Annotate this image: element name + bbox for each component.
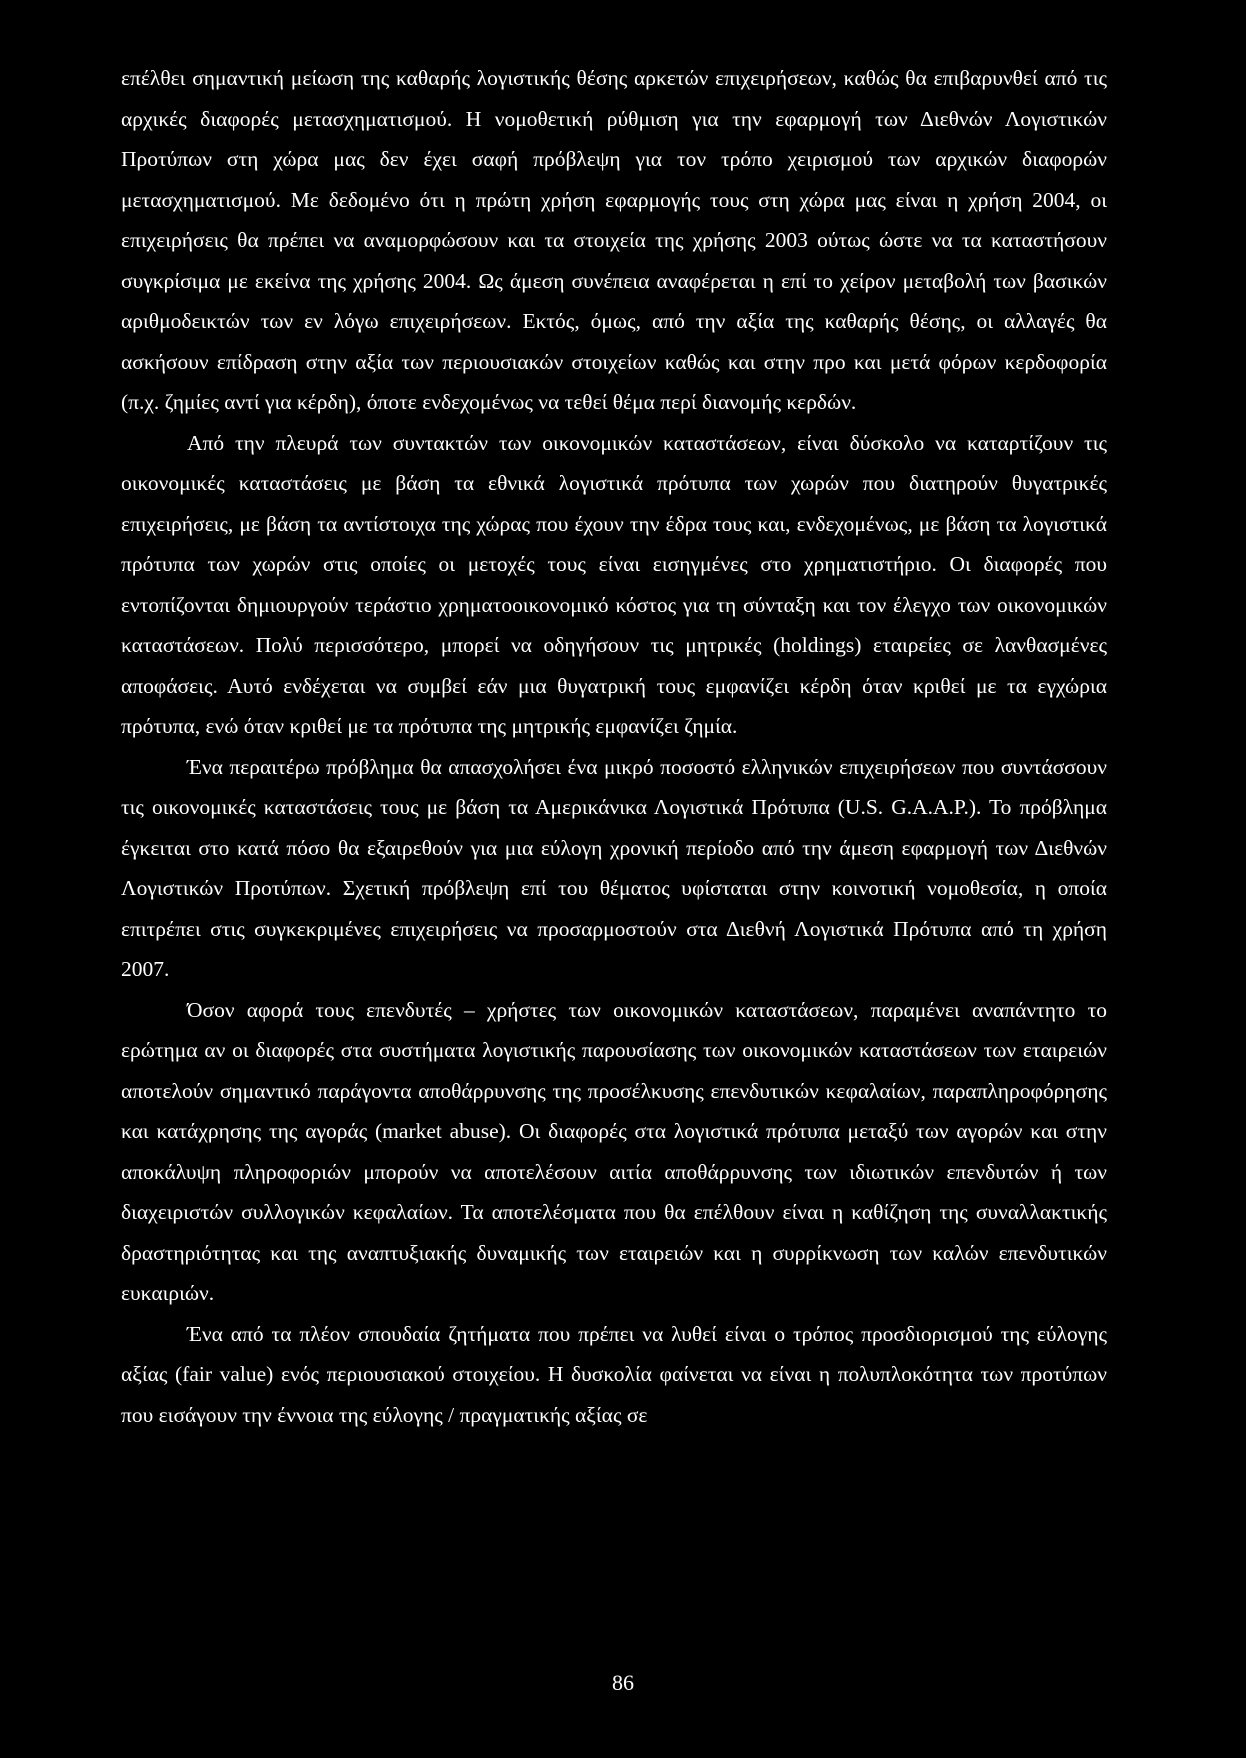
paragraph-preparers: Από την πλευρά των συντακτών των οικονομικών καταστάσεων, είναι δύσκολο να καταρτίζουν τις οικονομικές καταστάσεις με βάση τα εθνικά λογιστικά πρότυπα των χωρών που διατηρούν θυγατρικές επιχειρήσεις, με βάση τα αντίστοιχα της χώρας που έχουν την έδρα τους και, ενδεχομένως, με βάση τα λογιστικά πρότυπα των χωρών στις οποίες οι μετοχές τους είναι εισηγμένες στο χρηματιστήριο. Οι διαφορές που εντοπίζονται δημιουργούν τεράστιο χρηματοοικονομικό κόστος για τη σύνταξη και τον έλεγχο των οικονομικών καταστάσεων. Πολύ περισσότερο, μπορεί να οδηγήσουν τις μητρικές (holdings) εταιρείες σε λανθασμένες αποφάσεις. Αυτό ενδέχεται να συμβεί εάν μια θυγατρική τους εμφανίζει κέρδη όταν κριθεί με τα εγχώρια πρότυπα, ενώ όταν κριθεί με τα πρότυπα της μητρικής εμφανίζει ζημία. — [121, 430, 1107, 738]
paragraph-us-gaap: Ένα περαιτέρω πρόβλημα θα απασχολήσει ένα μικρό ποσοστό ελληνικών επιχειρήσεων που συντάσσουν τις οικονομικές καταστάσεις τους με βάση τα Αμερικάνικα Λογιστικά Πρότυπα (U.S. G.A.A.P.). Το πρόβλημα έγκειται στο κατά πόσο θα εξαιρεθούν για μια εύλογη χρονική περίοδο από την άμεση εφαρμογή των Διεθνών Λογιστικών Προτύπων. Σχετική πρόβλεψη επί του θέματος υφίσταται στην κοινοτική νομοθεσία, η οποία επιτρέπει στις συγκεκριμένες επιχειρήσεις να προσαρμοστούν στα Διεθνή Λογιστικά Πρότυπα από τη χρήση 2007. — [121, 754, 1107, 981]
paragraph-investors: Όσον αφορά τους επενδυτές – χρήστες των οικονομικών καταστάσεων, παραμένει αναπάντητο το ερώτημα αν οι διαφορές στα συστήματα λογιστικής παρουσίασης των οικονομικών καταστάσεων των εταιρειών αποτελούν σημαντικό παράγοντα αποθάρρυνσης της προσέλκυσης επενδυτικών κεφαλαίων, παραπληροφόρησης και κατάχρησης της αγοράς (market abuse). Οι διαφορές στα λογιστικά πρότυπα μεταξύ των αγορών και στην αποκάλυψη πληροφοριών μπορούν να αποτελέσουν αιτία αποθάρρυνσης των ιδιωτικών επενδυτών ή των διαχειριστών συλλογικών κεφαλαίων. Τα αποτελέσματα που θα επέλθουν είναι η καθίζηση της συναλλακτικής δραστηριότητας και της αναπτυξιακής δυναμικής των εταιρειών και η συρρίκνωση των καλών επενδυτικών ευκαιριών. — [121, 997, 1107, 1305]
document-body — [121, 58, 1107, 1435]
page-number: 86 — [612, 1670, 634, 1695]
paragraph-ifrs-transition: επέλθει σημαντική μείωση της καθαρής λογιστικής θέσης αρκετών επιχειρήσεων, καθώς θα επιβαρυνθεί από τις αρχικές διαφορές μετασχηματισμού. Η νομοθετική ρύθμιση για την εφαρμογή των Διεθνών Λογιστικών Προτύπων στη χώρα μας δεν έχει σαφή πρόβλεψη για τον τρόπο χειρισμού των αρχικών διαφορών μετασχηματισμού. Με δεδομένο ότι η πρώτη χρήση εφαρμογής τους στη χώρα μας είναι η χρήση 2004, οι επιχειρήσεις θα πρέπει να αναμορφώσουν και τα στοιχεία της χρήσης 2003 ούτως ώστε να τα καταστήσουν συγκρίσιμα με εκείνα της χρήσης 2004. Ως άμεση συνέπεια αναφέρεται η επί το χείρον μεταβολή των βασικών αριθμοδεικτών των εν λόγω επιχειρήσεων. Εκτός, όμως, από την αξία της καθαρής θέσης, οι αλλαγές θα ασκήσουν επίδραση στην αξία των περιουσιακών στοιχείων καθώς και στην προ και μετά φόρων κερδοφορία (π.χ. ζημίες αντί για κέρδη), όποτε ενδεχομένως να τεθεί θέμα περί διανομής κερδών. — [121, 66, 1107, 414]
paragraph-fair-value: Ένα από τα πλέον σπουδαία ζητήματα που πρέπει να λυθεί είναι ο τρόπος προσδιορισμού της εύλογης αξίας (fair value) ενός περιουσιακού στοιχείου. Η δυσκολία φαίνεται να είναι η πολυπλοκότητα των προτύπων που εισάγουν την έννοια της εύλογης / πραγματικής αξίας σε — [121, 1321, 1107, 1427]
